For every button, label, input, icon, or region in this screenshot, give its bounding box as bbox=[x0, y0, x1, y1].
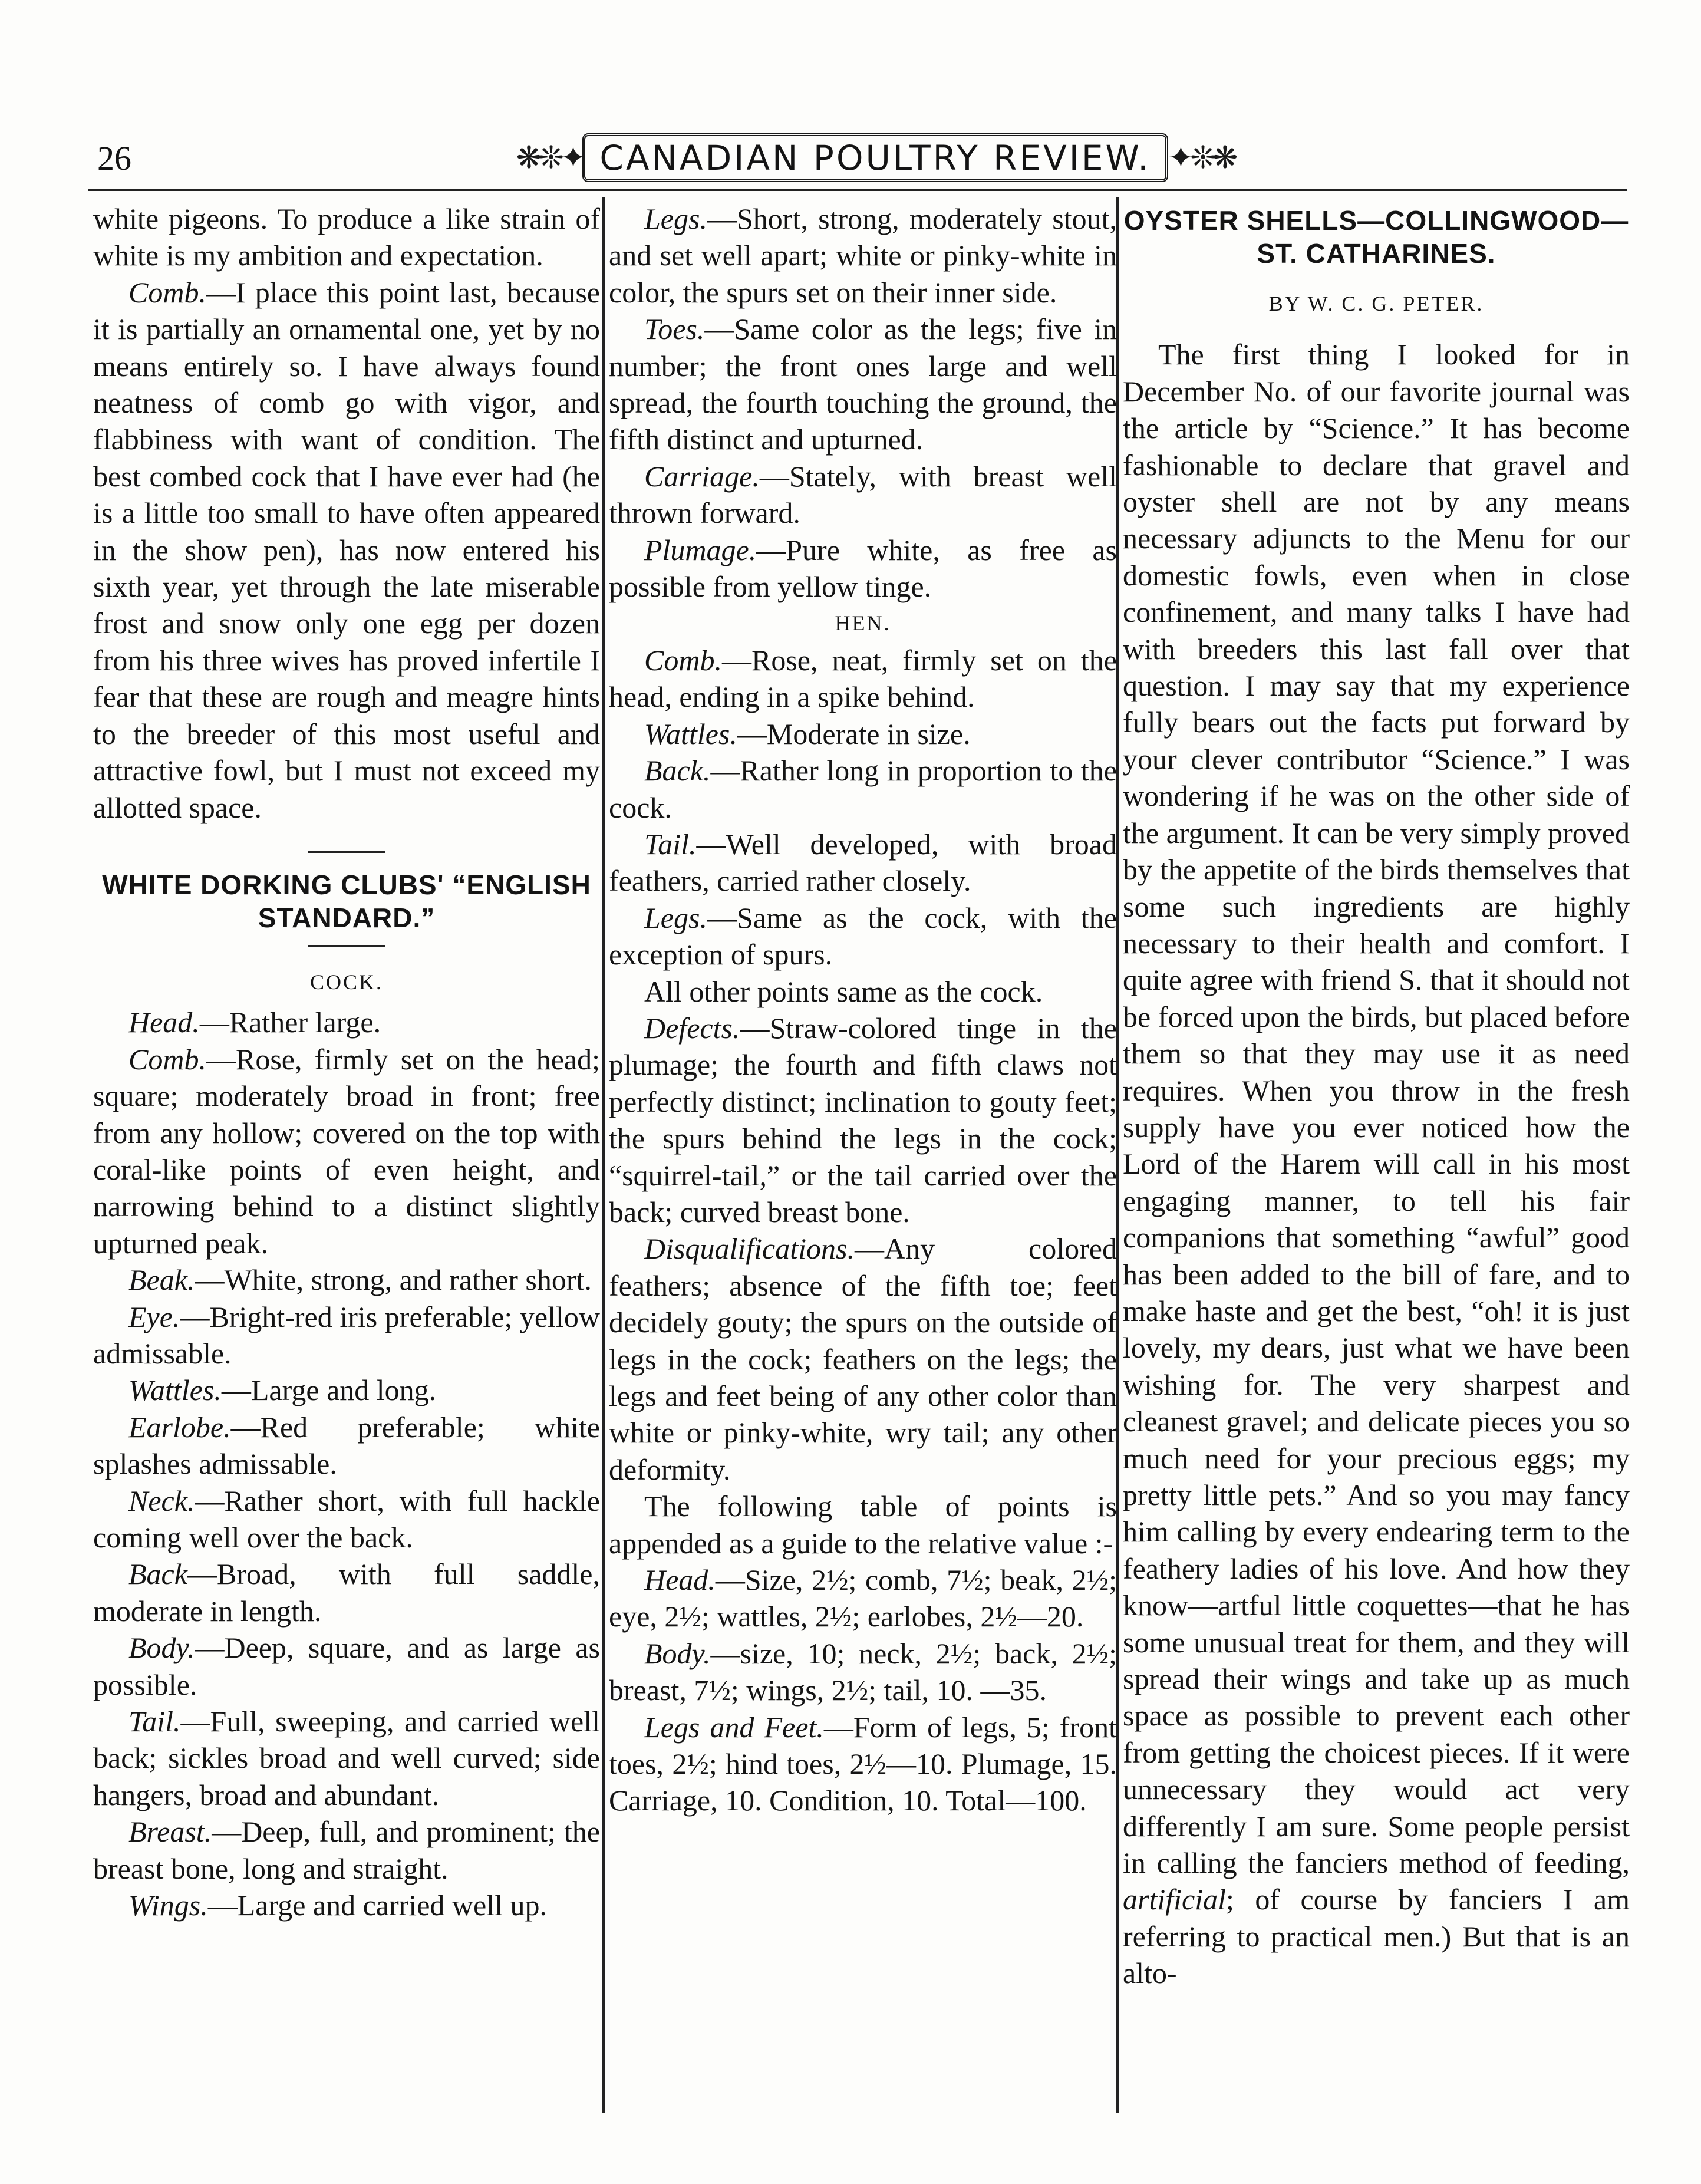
points-item bbox=[609, 1562, 1117, 1635]
standard-item bbox=[609, 311, 1117, 458]
journal-masthead bbox=[516, 118, 1235, 197]
term: Eye. bbox=[128, 1300, 180, 1333]
definition: —size, 10; neck, 2½; back, 2½; breast, 7½; wings, 2½; tail, 10. —35. bbox=[609, 1636, 1117, 1707]
header-rule bbox=[88, 189, 1627, 191]
definition: —Pure white, as free as possible from yellow tinge. bbox=[609, 533, 1117, 604]
term: Head. bbox=[128, 1006, 200, 1039]
definition: —Large and carried well up. bbox=[207, 1889, 547, 1922]
standard-item bbox=[93, 1887, 600, 1923]
term: Disqualifications. bbox=[644, 1232, 855, 1266]
standard-item bbox=[609, 642, 1117, 716]
definition: —Rose, neat, firmly set on the head, ending in a spike behind. bbox=[609, 643, 1117, 714]
paragraph-text: —I place this point last, because it is partially an ornamental one, yet by no means entirely so. I have always found neatness of comb go with vigor, and flabbiness with want of condition. The best combed cock that I have ever had (he is a little too small to have often appeared in the show pen), has now entered his sixth year, yet through the late miserable frost and snow only one egg per dozen from his three wives has proved infertile I fear that these are rough and meagre hints to the breeder of this most useful and attractive fowl, but I must not exceed my allotted space. bbox=[93, 275, 600, 824]
page-number: 26 bbox=[97, 139, 131, 177]
term: Body. bbox=[128, 1631, 195, 1665]
standard-item bbox=[609, 1230, 1117, 1488]
byline: BY W. C. G. PETER. bbox=[1268, 292, 1484, 315]
right-ornament-icon: ✦❊❋ bbox=[1168, 141, 1235, 175]
column-3 bbox=[1123, 200, 1630, 1992]
term: Legs. bbox=[644, 202, 707, 235]
definition: —Straw-colored tinge in the plumage; the fourth and fifth claws not perfectly distinct; inclination to gouty feet; the spurs behind the legs in the cock; “squirrel-tail,” or the tail carried over the back; curved breast bone. bbox=[609, 1011, 1117, 1228]
term: Tail. bbox=[128, 1705, 181, 1738]
paragraph-text: ; of course by fanciers I am referring to practical men.) But that is an alto- bbox=[1123, 1883, 1630, 1990]
article-heading: OYSTER SHELLS—COLLINGWOOD—ST. CATHARINES. bbox=[1123, 205, 1629, 269]
definition: —Moderate in size. bbox=[737, 717, 971, 750]
section-subhead: HEN. bbox=[835, 611, 891, 635]
term: Tail. bbox=[644, 827, 697, 861]
standard-item bbox=[93, 1629, 600, 1703]
article-body bbox=[1123, 336, 1630, 1991]
standard-item bbox=[93, 1483, 600, 1556]
points-item bbox=[609, 1635, 1117, 1709]
term: Carriage. bbox=[644, 459, 760, 493]
standard-item bbox=[609, 900, 1117, 973]
term: Comb. bbox=[128, 275, 206, 309]
definition: —Any colored feathers; absence of the fifth toe; feet decidely gouty; the spurs on the outside of legs in the cock; feathers on the legs; the legs and feet being of any other color than white or pinky-white, wry tail; any other deformity. bbox=[609, 1232, 1117, 1486]
standard-item bbox=[93, 1372, 600, 1408]
points-item bbox=[609, 1709, 1117, 1819]
standard-item bbox=[93, 1041, 600, 1261]
paragraph: The following table of points is appended as a guide to the relative value :- bbox=[609, 1490, 1117, 1560]
term: Back. bbox=[644, 754, 711, 788]
standard-item bbox=[93, 1004, 600, 1040]
term: Wings. bbox=[128, 1889, 208, 1922]
section-rule bbox=[308, 945, 385, 947]
definition: —Full, sweeping, and carried well back; sickles broad and well curved; side hangers, broad and abundant. bbox=[93, 1705, 600, 1811]
term: Earlobe. bbox=[128, 1410, 231, 1444]
definition: —Large and long. bbox=[221, 1373, 437, 1407]
definition: —Rather short, with full hackle coming well over the back. bbox=[93, 1484, 600, 1554]
definition: —Form of legs, 5; front toes, 2½; hind toes, 2½—10. Plumage, 15. Carriage, 10. Condition, 10. Total—100. bbox=[609, 1710, 1117, 1817]
term: Legs. bbox=[644, 901, 707, 934]
paragraph-text: The first thing I looked for in December No. of our favorite journal was the article by “Science.” It has become fashionable to declare that gravel and oyster shell are not by any means necessary adjuncts to the Menu for our domestic fowls, even when in close confinement, and many talks I have had with breeders this last fall over that question. I may say that my experience fully bears out the facts put forward by your clever contributor “Science.” I was wondering if he was on the other side of the argument. It can be very simply proved by the appetite of the birds themselves that some such ingredients are highly necessary to their health and comfort. I quite agree with friend S. that it should not be forced upon the birds, but placed before them so that they may use it as need requires. When you throw in the fresh supply have you ever noticed how the Lord of the Harem will call in his most engaging manner, to tell his fair companions that something “awful” good has been added to the bill of fare, and to make haste and get the best, “oh! it is just lovely, my dears, just what we have been wishing for. The very sharpest and cleanest gravel; and delicate pieces you so much need for your precious eggs; my pretty little pets.” And so you may fancy him calling by every endearing term to the feathery ladies of his love. And how they know—artful little coquettes—that he has some unusual treat for them, and they will spread their wings and take up as much space as possible to prevent each other from getting the choicest pieces. If it were unnecessary they would act very differently I am sure. Some people persist in calling the fanciers method of feeding, bbox=[1123, 338, 1630, 1880]
term: Beak. bbox=[128, 1263, 195, 1297]
left-ornament-icon: ❋❊✦ bbox=[516, 141, 583, 175]
column-divider bbox=[602, 197, 605, 2113]
section-rule bbox=[308, 851, 385, 853]
definition: —Deep, square, and as large as possible. bbox=[93, 1631, 600, 1701]
definition: —Bright-red iris preferable; yellow admissable. bbox=[93, 1300, 600, 1370]
definition: —Same as the cock, with the exception of spurs. bbox=[609, 901, 1117, 971]
standard-item bbox=[609, 1010, 1117, 1230]
definition: —Well developed, with broad feathers, carried rather closely. bbox=[609, 827, 1117, 898]
definition: —Stately, with breast well thrown forward. bbox=[609, 459, 1117, 530]
definition: —Short, strong, moderately stout, and set well apart; white or pinky-white in color, the spurs set on their inner side. bbox=[609, 202, 1117, 309]
definition: —Size, 2½; comb, 7½; beak, 2½; eye, 2½; wattles, 2½; earlobes, 2½—20. bbox=[609, 1563, 1117, 1633]
definition: —Rather large. bbox=[199, 1006, 381, 1039]
term: Back bbox=[128, 1557, 187, 1591]
journal-title: CANADIAN POULTRY REVIEW. bbox=[582, 133, 1168, 183]
standard-item bbox=[93, 1409, 600, 1483]
paragraph: white pigeons. To produce a like strain of white is my ambition and expectation. bbox=[93, 202, 600, 272]
standard-item bbox=[93, 1813, 600, 1887]
article-heading: WHITE DORKING CLUBS' “ENGLISH STANDARD.” bbox=[102, 869, 591, 933]
definition: —Broad, with full saddle, moderate in length. bbox=[93, 1557, 600, 1628]
definition: —Deep, full, and prominent; the breast bone, long and straight. bbox=[93, 1815, 600, 1885]
term: Head. bbox=[644, 1563, 716, 1597]
definition: —Same color as the legs; five in number; the front ones large and well spread, the fourth touching the ground, the fifth distinct and upturned. bbox=[609, 312, 1117, 456]
definition: —Rose, firmly set on the head; square; moderately broad in front; free from any hollow; covered on the top with coral-like points of even height, and narrowing behind to a distinct slightly upturned peak. bbox=[93, 1042, 600, 1260]
column-1 bbox=[93, 200, 600, 1923]
standard-item bbox=[609, 532, 1117, 605]
definition: —Rather long in proportion to the cock. bbox=[609, 754, 1117, 824]
term: Wattles. bbox=[644, 717, 737, 750]
standard-item bbox=[609, 200, 1117, 311]
definition: —Red preferable; white splashes admissable. bbox=[93, 1410, 600, 1481]
standard-item bbox=[93, 1556, 600, 1629]
term: Comb. bbox=[644, 643, 722, 677]
section-subhead: COCK. bbox=[309, 970, 384, 994]
definition: —White, strong, and rather short. bbox=[195, 1263, 592, 1297]
standard-item bbox=[93, 1703, 600, 1813]
paragraph bbox=[93, 274, 600, 826]
standard-item bbox=[93, 1299, 600, 1372]
standard-item bbox=[609, 826, 1117, 900]
paragraph: All other points same as the cock. bbox=[644, 974, 1043, 1008]
column-2 bbox=[609, 200, 1117, 1819]
standard-item bbox=[93, 1261, 600, 1298]
term: Neck. bbox=[128, 1484, 195, 1517]
term: Plumage. bbox=[644, 533, 757, 566]
term: Body. bbox=[644, 1636, 711, 1670]
term: Breast. bbox=[128, 1815, 212, 1849]
term: Toes. bbox=[644, 312, 705, 346]
standard-item bbox=[609, 458, 1117, 532]
term: Defects. bbox=[644, 1011, 740, 1045]
standard-item bbox=[609, 752, 1117, 826]
emphasis: artificial bbox=[1123, 1883, 1226, 1916]
term: Legs and Feet. bbox=[644, 1710, 824, 1744]
term: Comb. bbox=[128, 1042, 206, 1076]
term: Wattles. bbox=[128, 1373, 222, 1407]
standard-item bbox=[609, 716, 1117, 752]
